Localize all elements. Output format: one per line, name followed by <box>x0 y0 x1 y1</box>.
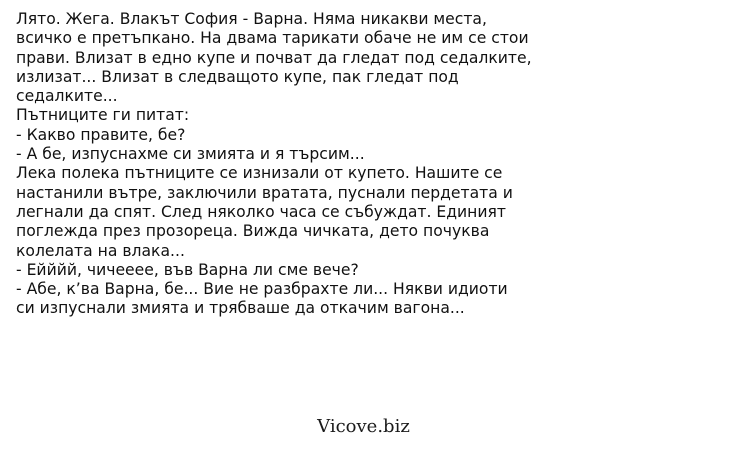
joke-line: Пътниците ги питат: <box>16 106 190 125</box>
joke-text <box>16 10 731 319</box>
joke-line: поглежда през прозореца. Вижда чичката, дето почуква <box>16 222 490 241</box>
joke-line: всичко е претъпкано. На двама тарикати обаче не им се стои <box>16 29 529 48</box>
site-watermark: Vicove.biz <box>317 416 410 437</box>
joke-line: - Ейййй, чичееее, във Варна ли сме вече? <box>16 260 359 279</box>
joke-line: Лека полека пътниците се изнизали от купето. Нашите се <box>16 164 503 183</box>
joke-line: седалките... <box>16 87 118 106</box>
joke-line: излизат... Влизат в следващото купе, пак гледат под <box>16 67 459 86</box>
joke-line: Лято. Жега. Влакът София - Варна. Няма никакви места, <box>16 10 487 28</box>
joke-line: прави. Влизат в едно купе и почват да гледат под седалките, <box>16 48 532 67</box>
joke-line: - Какво правите, бе? <box>16 125 186 144</box>
joke-line: настанили вътре, заключили вратата, пуснали пердетата и <box>16 183 513 202</box>
joke-line: колелата на влака... <box>16 241 185 260</box>
joke-line: легнали да спят. След няколко часа се събуждат. Единият <box>16 202 506 221</box>
joke-line: - Абе, к’ва Варна, бе... Вие не разбрахте ли... Някви идиоти <box>16 280 508 299</box>
joke-line: си изпуснали змията и трябваше да откачим вагона... <box>16 299 465 318</box>
joke-line: - А бе, изпуснахме си змията и я търсим... <box>16 145 365 164</box>
